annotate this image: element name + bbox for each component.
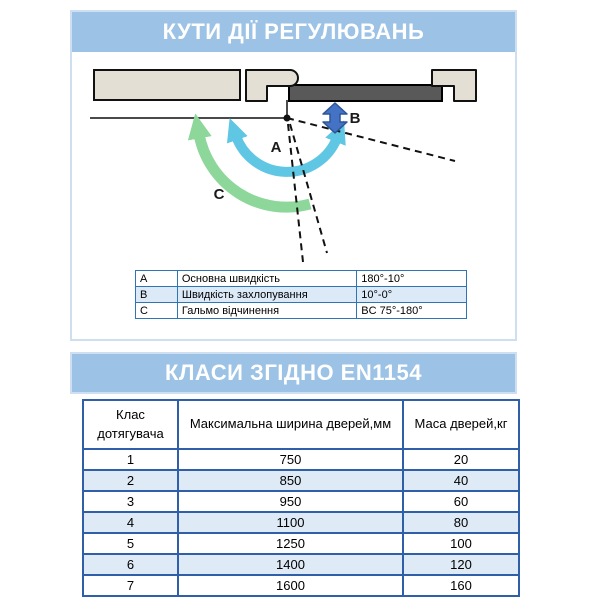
table-cell: 3 xyxy=(83,491,178,512)
table-cell: 850 xyxy=(178,470,403,491)
angle-legend-table xyxy=(135,270,467,319)
column-header-class: Клас дотягувача xyxy=(83,400,178,449)
table-row xyxy=(83,533,519,554)
table-cell: 2 xyxy=(83,470,178,491)
table-cell: 1400 xyxy=(178,554,403,575)
table-cell: B xyxy=(136,287,178,303)
hinge-point xyxy=(284,115,291,122)
section-title-classes: КЛАСИ ЗГІДНО EN1154 xyxy=(72,354,515,392)
diagram-label-b: B xyxy=(349,110,361,127)
table-cell: 1 xyxy=(83,449,178,470)
section-title-angles: КУТИ ДІЇ РЕГУЛЮВАНЬ xyxy=(72,12,515,52)
classes-section-header xyxy=(70,352,517,394)
door-closer-angle-diagram xyxy=(72,52,515,297)
table-cell: 5 xyxy=(83,533,178,554)
dashed-line-latch-angle xyxy=(287,118,455,161)
table-cell: Основна швидкість xyxy=(177,271,356,287)
table-cell: BC 75°-180° xyxy=(357,303,467,319)
column-header-mass: Маса дверей,кг xyxy=(403,400,519,449)
column-header-width: Максимальна ширина дверей,мм xyxy=(178,400,403,449)
arrow-a-main-speed-arc xyxy=(236,136,337,172)
table-cell: 4 xyxy=(83,512,178,533)
table-cell: 6 xyxy=(83,554,178,575)
table-cell: 80 xyxy=(403,512,519,533)
table-header-row xyxy=(83,400,519,449)
table-cell: A xyxy=(136,271,178,287)
table-row xyxy=(136,271,467,287)
table-cell: 1600 xyxy=(178,575,403,596)
en1154-class-table xyxy=(82,399,520,597)
table-cell: 750 xyxy=(178,449,403,470)
wall-section-left xyxy=(94,70,240,100)
table-row xyxy=(136,303,467,319)
table-cell: 60 xyxy=(403,491,519,512)
table-cell: 20 xyxy=(403,449,519,470)
table-cell: C xyxy=(136,303,178,319)
table-cell: 160 xyxy=(403,575,519,596)
table-row xyxy=(83,575,519,596)
table-row xyxy=(83,554,519,575)
table-cell: 1100 xyxy=(178,512,403,533)
diagram-label-a: A xyxy=(270,139,282,156)
table-cell: 100 xyxy=(403,533,519,554)
table-cell: 1250 xyxy=(178,533,403,554)
table-cell: 120 xyxy=(403,554,519,575)
angles-section-panel xyxy=(70,10,517,341)
table-cell: Швидкість захлопування xyxy=(177,287,356,303)
table-cell: 40 xyxy=(403,470,519,491)
table-cell: 7 xyxy=(83,575,178,596)
table-cell: 180°-10° xyxy=(357,271,467,287)
table-row xyxy=(83,512,519,533)
table-cell: 10°-0° xyxy=(357,287,467,303)
table-row xyxy=(83,470,519,491)
table-row xyxy=(83,491,519,512)
table-cell: Гальмо відчинення xyxy=(177,303,356,319)
dashed-line-door-position-1 xyxy=(288,124,303,262)
diagram-label-c: C xyxy=(213,186,225,203)
table-row xyxy=(136,287,467,303)
table-cell: 950 xyxy=(178,491,403,512)
door-leaf-closed xyxy=(289,85,442,101)
table-row xyxy=(83,449,519,470)
